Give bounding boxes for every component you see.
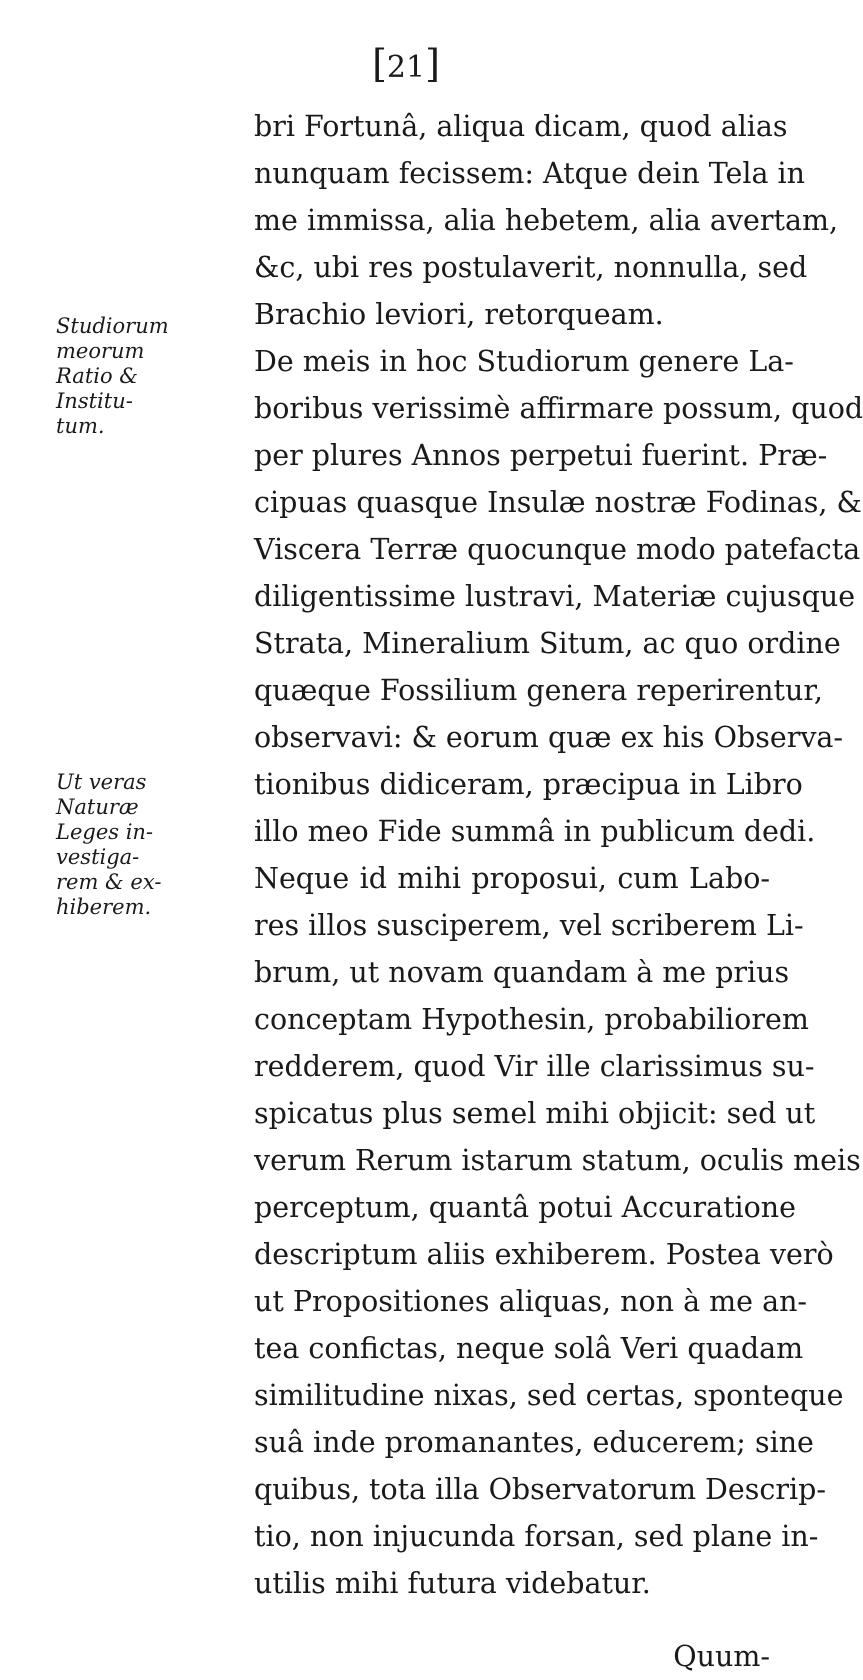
marginal-note-naturae-leges [56,770,246,920]
text-line: tea confictas, neque solâ Veri quadam [254,1332,804,1365]
text-line: utilis mihi futura videbatur. [254,1567,651,1600]
text-line: tio, non injucunda forsan, sed plane in- [254,1520,819,1553]
marginal-note-line: Studiorum [56,314,169,338]
text-line: conceptam Hypothesin, probabiliorem [254,1003,809,1036]
text-line: Viscera Terræ quocunque modo patefacta [254,533,861,566]
text-line: illo meo Fide summâ in publicum dedi. [254,815,816,848]
text-line: Neque id mihi proposui, cum Labo- [254,862,770,895]
marginal-note-line: Leges in- [56,820,154,844]
text-line: res illos susciperem, vel scriberem Li- [254,909,804,942]
text-line: descriptum aliis exhiberem. Postea verò [254,1238,834,1271]
marginal-note-line: Ut veras [56,770,147,794]
page-number-value: 21 [386,50,426,85]
text-line: De meis in hoc Studiorum genere La- [254,345,794,378]
text-line: redderem, quod Vir ille clarissimus su- [254,1050,815,1083]
right-bracket: ] [425,42,440,86]
marginal-note-line: vestiga- [56,845,140,869]
text-line: cipuas quasque Insulæ nostræ Fodinas, & [254,486,862,519]
text-line: diligentissime lustravi, Materiæ cujusque [254,580,856,613]
text-line: suâ inde promanantes, educerem; sine [254,1426,814,1459]
page-number [370,44,442,84]
text-line: boribus verissimè affirmare possum, quod [254,392,863,425]
text-line: perceptum, quantâ potui Accuratione [254,1191,797,1224]
text-line: tionibus didiceram, præcipua in Libro [254,768,803,801]
text-line: quibus, tota illa Observatorum Descrip- [254,1473,826,1506]
text-line: &c, ubi res postulaverit, nonnulla, sed [254,251,808,284]
text-line: verum Rerum istarum statum, oculis meis [254,1144,861,1177]
text-line: quæque Fossilium genera reperirentur, [254,674,823,707]
marginal-note-line: hiberem. [56,895,152,919]
text-line: bri Fortunâ, aliqua dicam, quod alias [254,110,788,143]
text-line: observavi: & eorum quæ ex his Observa- [254,721,844,754]
text-line: brum, ut novam quandam à me prius [254,956,790,989]
text-line: Brachio leviori, retorqueam. [254,298,664,331]
marginal-note-line: rem & ex- [56,870,162,894]
text-line: similitudine nixas, sed certas, sponteque [254,1379,844,1412]
marginal-note-line: Institu- [56,389,133,413]
marginal-note-line: tum. [56,414,105,438]
text-line: ut Propositiones aliquas, non à me an- [254,1285,808,1318]
marginal-note-studiorum [56,314,246,439]
body-text [254,103,863,1680]
text-line: spicatus plus semel mihi objicit: sed ut [254,1097,816,1130]
text-line: nunquam fecissem: Atque dein Tela in [254,157,806,190]
text-line: per plures Annos perpetui fuerint. Præ- [254,439,828,472]
marginal-note-line: Naturæ [56,795,139,819]
left-bracket: [ [372,42,387,86]
marginal-note-line: meorum [56,339,145,363]
marginal-note-line: Ratio & [56,364,138,388]
catchword: Quum- [673,1640,770,1673]
text-line: me immissa, alia hebetem, alia avertam, [254,204,839,237]
text-line: Strata, Mineralium Situm, ac quo ordine [254,627,841,660]
